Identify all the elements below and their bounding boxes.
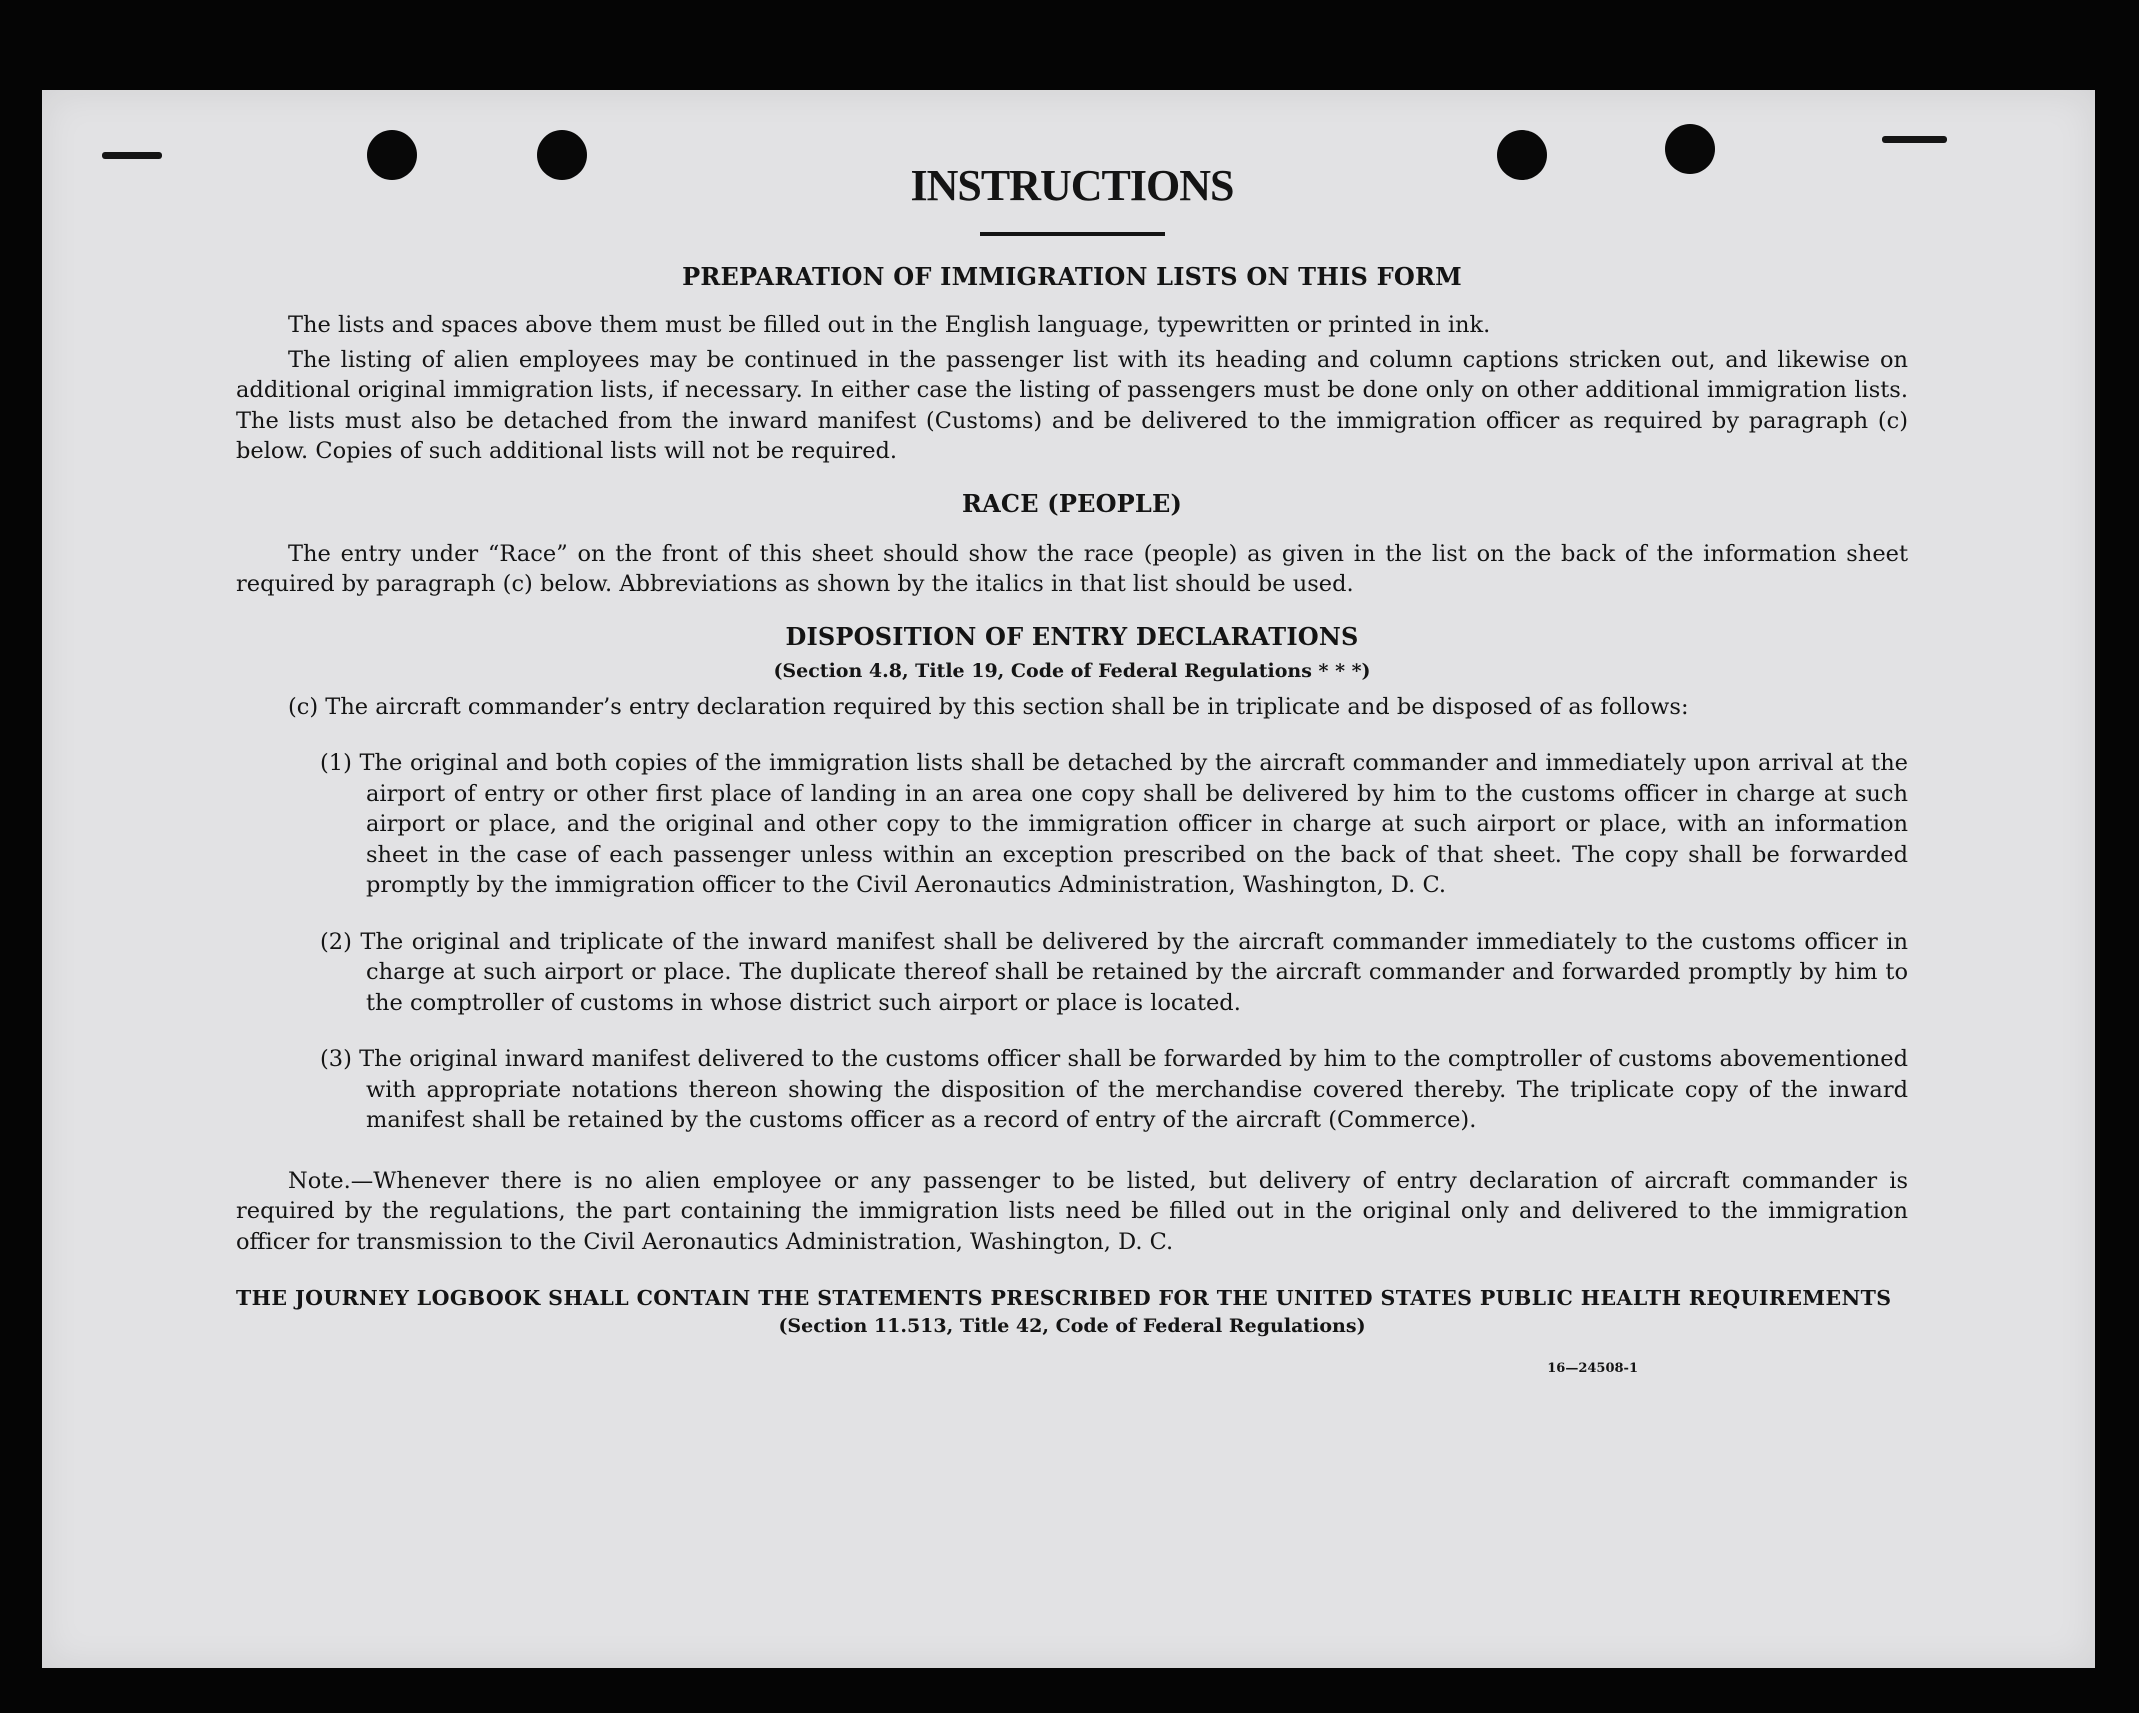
page-title: INSTRUCTIONS xyxy=(910,161,1234,210)
logbook-citation: (Section 11.513, Title 42, Code of Federal Regulations) xyxy=(778,1315,1366,1337)
form-number: 16—24508-1 xyxy=(1547,1361,1638,1376)
title-underline xyxy=(980,232,1165,236)
heading-disposition: DISPOSITION OF ENTRY DECLARATIONS xyxy=(785,621,1359,651)
paper-mark-left xyxy=(102,152,162,159)
paragraph-note: Note.—Whenever there is no alien employee or any passenger to be listed, but delivery of entry declaration of aircraft commander is required by the regulations, the part containing the immigration lists need be filled out in the original only and delivered to the immigration officer for transmission to the Civil Aeronautics Administration, Washington, D. C. xyxy=(236,1167,1908,1255)
list-item-3: (3) The original inward manifest delivered to the customs officer shall be forwarded by him to the comptroller of customs abovementioned with appropriate notations thereon showing the disposition of the merchandise covered thereby. The triplicate copy of the inward manifest shall be retained by the customs officer as a record of entry of the aircraft (Commerce). xyxy=(320,1046,1908,1133)
list-item-2: (2) The original and triplicate of the inward manifest shall be delivered by the aircraft commander immediately to the customs officer in charge at such airport or place. The duplicate thereof shall be retained by the aircraft commander and forwarded promptly by him to the comptroller of customs in whose district such airport or place is located. xyxy=(320,928,1908,1016)
citation-disposition: (Section 4.8, Title 19, Code of Federal Regulations * * *) xyxy=(773,659,1371,682)
document-body xyxy=(236,160,1908,1376)
paper-mark-right xyxy=(1882,136,1947,143)
heading-preparation: PREPARATION OF IMMIGRATION LISTS ON THIS FORM xyxy=(682,262,1462,291)
paragraph-race: The entry under “Race” on the front of this sheet should show the race (people) as given in the list on the back of the information sheet required by paragraph (c) below. Abbreviations as shown by the italics in that list should be used. xyxy=(236,540,1908,597)
heading-race: RACE (PEOPLE) xyxy=(961,488,1183,518)
paragraph-prep-2: The listing of alien employees may be continued in the passenger list with its heading and column captions stricken out, and likewise on additional original immigration lists, if necessary. In either case the listing of passengers must be done only on other additional immigration lists. The lists must also be detached from the inward manifest (Customs) and be delivered to the immigration officer as required by paragraph (c) below. Copies of such additional lists will not be required. xyxy=(236,346,1908,464)
paragraph-disposition-intro: (c) The aircraft commander’s entry declaration required by this section shall be in triplicate and be disposed of as follows: xyxy=(288,693,1689,720)
list-item-1: (1) The original and both copies of the immigration lists shall be detached by the aircraft commander and immediately upon arrival at the airport of entry or other first place of landing in an area one copy shall be delivered by him to the customs officer in charge at such airport or place, and the original and other copy to the immigration officer in charge at such airport or place, with an information sheet in the case of each passenger unless within an exception prescribed on the back of that sheet. The copy shall be forwarded promptly by the immigration officer to the Civil Aeronautics Administration, Washington, D. C. xyxy=(320,750,1908,898)
logbook-statement: THE JOURNEY LOGBOOK SHALL CONTAIN THE STATEMENTS PRESCRIBED FOR THE UNITED STATES PUBLIC HEALTH REQUIREMENTS xyxy=(236,1286,1892,1310)
paragraph-prep-1: The lists and spaces above them must be filled out in the English language, typewritten or printed in ink. xyxy=(288,312,1491,338)
